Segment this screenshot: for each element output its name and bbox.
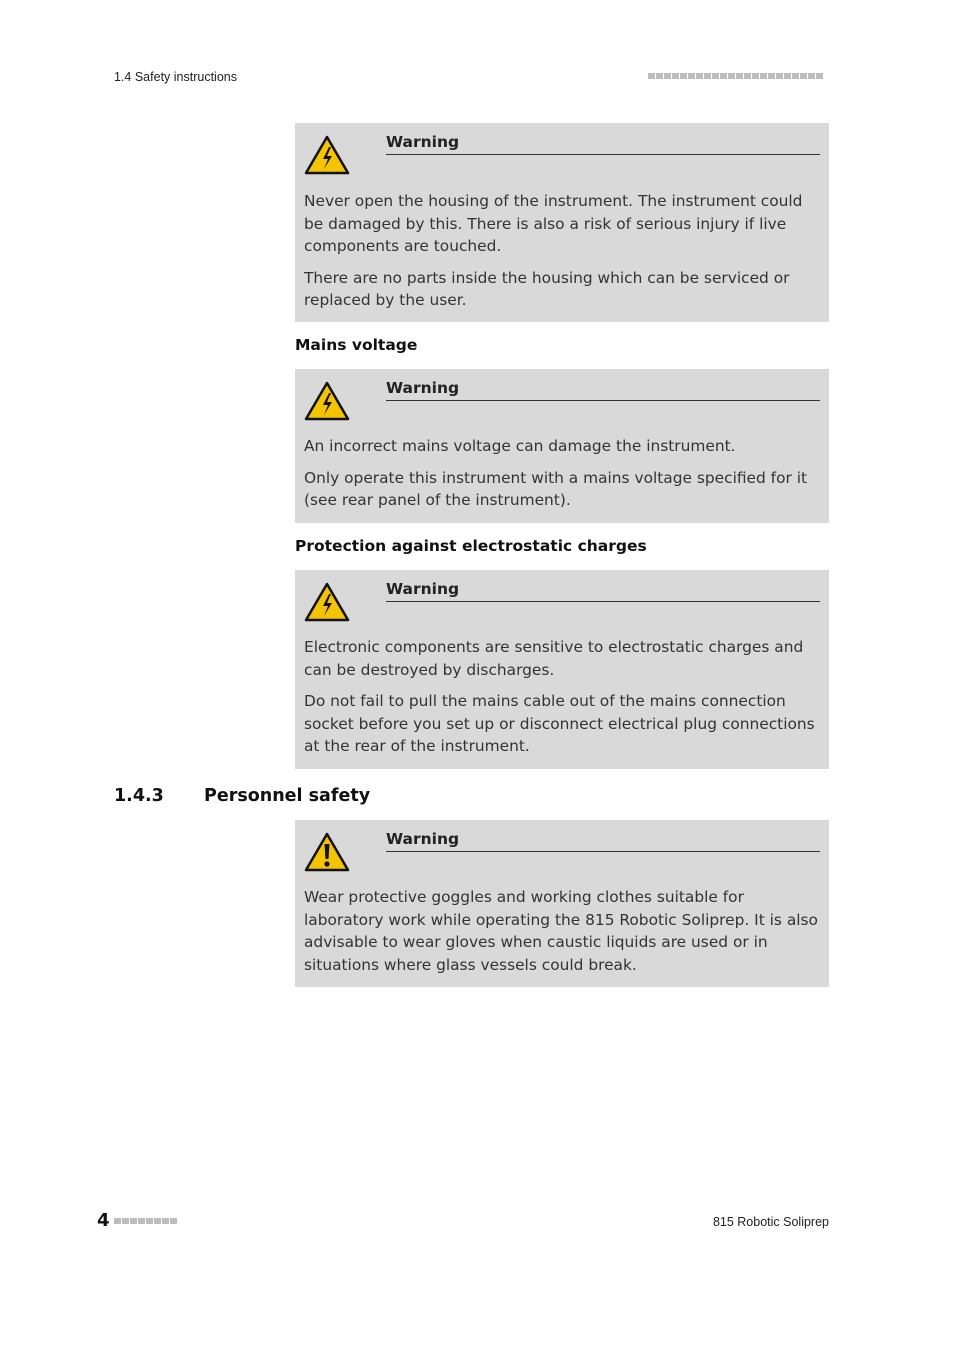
warning-title: Warning <box>386 579 820 602</box>
warning-box-personnel <box>295 820 829 987</box>
electrical-hazard-icon <box>304 381 350 421</box>
warning-box-electrostatic <box>295 570 829 769</box>
header-decoration <box>648 73 823 79</box>
section-number: 1.4.3 <box>114 786 164 806</box>
electrical-hazard-icon <box>304 135 350 175</box>
warning-title: Warning <box>386 829 820 852</box>
warning-text: There are no parts inside the housing which can be serviced or replaced by the user. <box>304 268 790 309</box>
electrical-hazard-icon <box>304 582 350 622</box>
section-heading <box>114 786 370 806</box>
warning-text: Only operate this instrument with a mains voltage specified for it (see rear panel of the instrument). <box>304 468 808 509</box>
warning-text: Electronic components are sensitive to electrostatic charges and can be destroyed by discharges. <box>304 638 804 679</box>
subheading-electrostatic: Protection against electrostatic charges <box>295 537 647 555</box>
general-warning-icon <box>304 832 350 872</box>
footer-decoration <box>114 1218 177 1224</box>
warning-box-mains-voltage <box>295 369 829 523</box>
section-title: Personnel safety <box>204 786 371 806</box>
warning-text: Do not fail to pull the mains cable out of the mains connection socket before you set up or disconnect electrical plug connections at the rear of the instrument. <box>304 692 815 755</box>
page-number: 4 <box>97 1210 110 1231</box>
warning-text: An incorrect mains voltage can damage the instrument. <box>304 437 736 455</box>
footer-product-name: 815 Robotic Soliprep <box>712 1215 829 1229</box>
header-section-label: 1.4 Safety instructions <box>114 70 237 84</box>
warning-title: Warning <box>386 378 820 401</box>
subheading-mains-voltage: Mains voltage <box>295 336 418 354</box>
warning-box-housing <box>295 123 829 322</box>
warning-text: Never open the housing of the instrument. The instrument could be damaged by this. There is also a risk of serious injury if live components are touched. <box>304 192 803 255</box>
warning-text: Wear protective goggles and working clothes suitable for laboratory work while operating the 815 Robotic Soliprep. It is also advisable to wear gloves when caustic liquids are used or in situations where glass vessels could break. <box>304 888 818 974</box>
warning-title: Warning <box>386 132 820 155</box>
